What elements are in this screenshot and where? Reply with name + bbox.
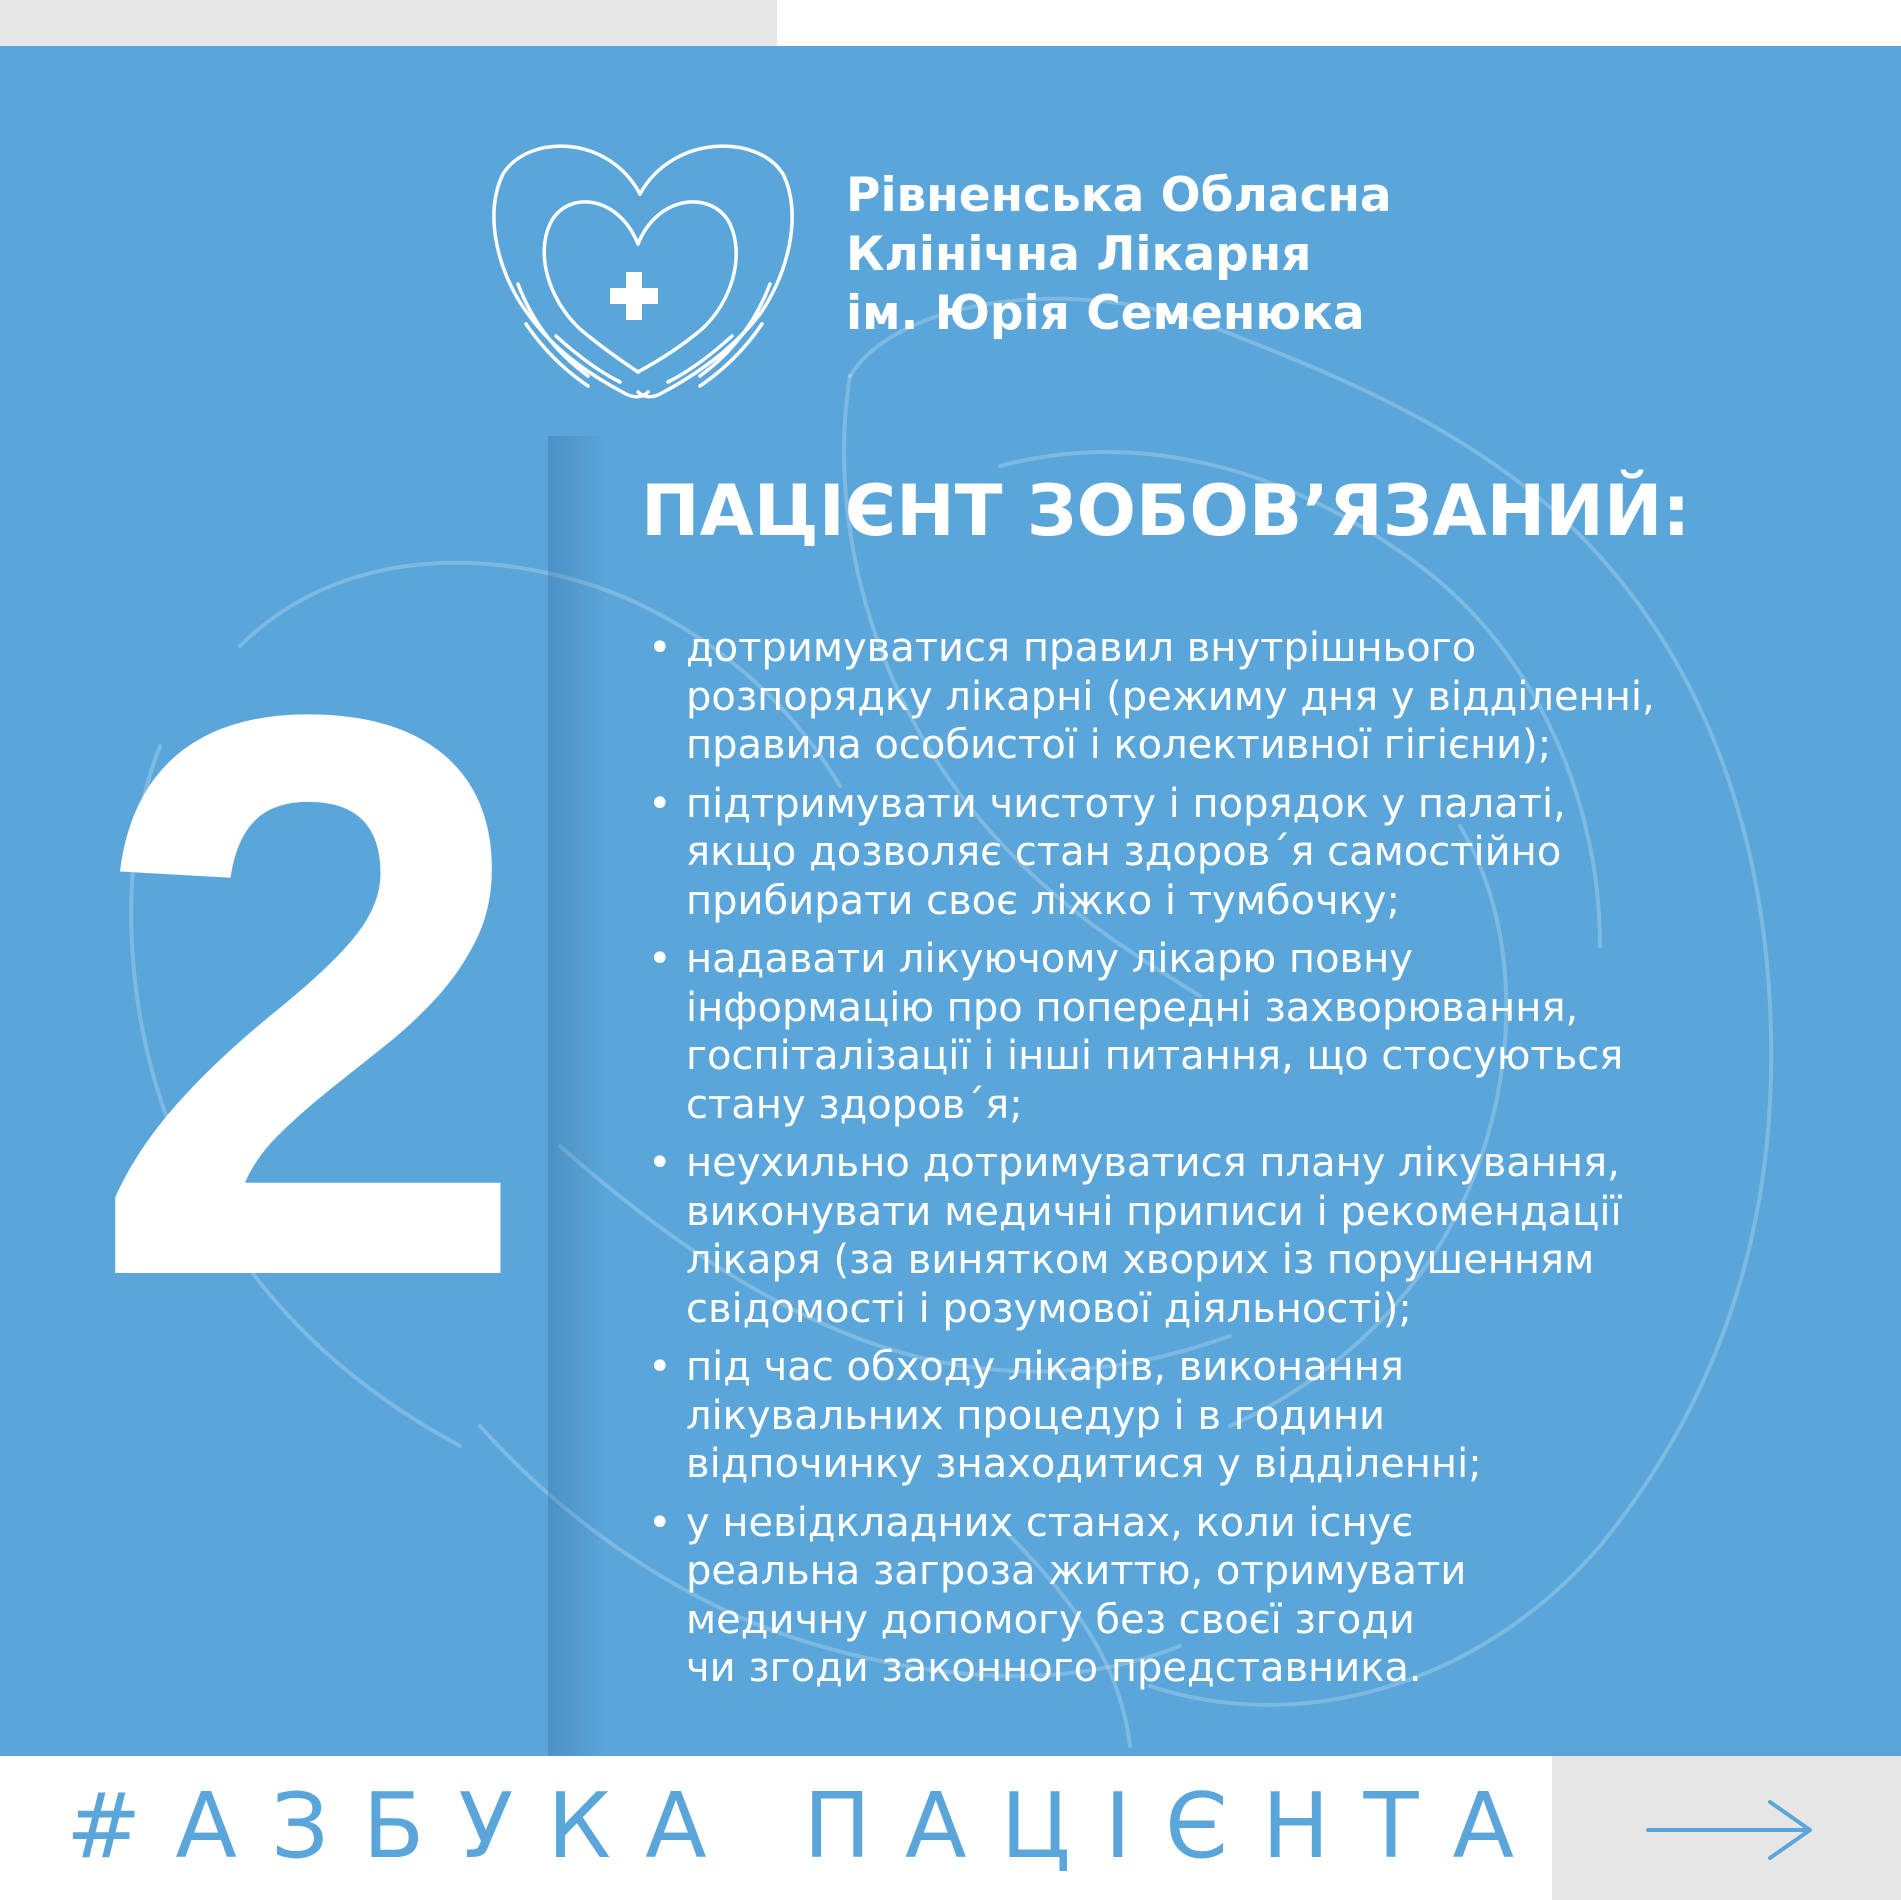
- duty-item: [648, 935, 1888, 1129]
- bullet-icon: •: [648, 625, 672, 671]
- duty-text-line: дотримуватися правил внутрішнього: [686, 625, 1477, 671]
- top-right-bar: [777, 0, 1901, 46]
- duty-item: [648, 624, 1888, 770]
- duty-text-line: лікувальних процедур і в години: [686, 1392, 1385, 1439]
- duty-text-line: підтримувати чистоту і порядок у палаті,: [686, 780, 1566, 827]
- duty-text-line: медичну допомогу без своєї згоди: [686, 1596, 1415, 1643]
- duty-text-line: лікаря (за винятком хворих із порушенням: [686, 1237, 1595, 1283]
- bullet-icon: •: [648, 936, 672, 982]
- duty-text-line: госпіталізації і інші питання, що стосуються: [686, 1033, 1624, 1079]
- duty-text-line: реальна загроза життю, отримувати: [686, 1548, 1467, 1594]
- duty-item: [648, 1139, 1888, 1333]
- big-number: 2: [87, 549, 533, 1443]
- duty-item: [648, 1343, 1888, 1489]
- bullet-icon: •: [648, 780, 672, 827]
- duty-text-line: у невідкладних станах, коли існує: [686, 1499, 1414, 1546]
- hospital-name-line: Клінічна Лікарня: [846, 227, 1312, 282]
- duty-text-line: під час обходу лікарів, виконання: [686, 1344, 1404, 1390]
- duty-item: [648, 780, 1888, 926]
- duty-text-line: стану здоров´я;: [686, 1081, 1023, 1128]
- duty-text-line: відпочинку знаходитися у відділенні;: [686, 1441, 1482, 1487]
- bullet-icon: •: [648, 1140, 672, 1186]
- hospital-name: [846, 166, 1392, 343]
- hashtag-label: #АЗБУКА ПАЦІЄНТА: [66, 1774, 1549, 1879]
- top-left-bar: [0, 0, 777, 46]
- duty-text-line: правила особистої і колективної гігієни);: [686, 722, 1552, 768]
- bullet-icon: •: [648, 1499, 672, 1546]
- duty-text-line: чи згоди законного представника.: [686, 1645, 1422, 1691]
- duty-text-line: прибирати своє ліжко і тумбочку;: [686, 877, 1400, 924]
- duty-text-line: свідомості і розумової діяльності);: [686, 1285, 1412, 1332]
- hospital-name-line: ім. Юрія Семенюка: [846, 286, 1365, 341]
- duty-text-line: розпорядку лікарні (режиму дня у відділенні,: [686, 673, 1655, 720]
- duty-text-line: виконувати медичні приписи і рекомендації: [686, 1188, 1622, 1235]
- heart-hands-logo-icon: [488, 124, 800, 414]
- duty-text-line: якщо дозволяє стан здоров´я самостійно: [686, 829, 1562, 875]
- main-panel: [0, 46, 1901, 1756]
- page-title: ПАЦІЄНТ ЗОБОВ’ЯЗАНИЙ:: [641, 470, 1691, 552]
- arrow-right-icon[interactable]: [1640, 1790, 1820, 1870]
- duty-text-line: інформацію про попередні захворювання,: [686, 984, 1579, 1031]
- duty-text-line: надавати лікуючому лікарю повну: [686, 936, 1413, 982]
- duty-item: [648, 1499, 1888, 1693]
- bullet-icon: •: [648, 1344, 672, 1390]
- duty-text-line: неухильно дотримуватися плану лікування,: [686, 1140, 1620, 1186]
- hospital-name-line: Рівненська Обласна: [846, 168, 1392, 223]
- duties-list: [648, 624, 1888, 1703]
